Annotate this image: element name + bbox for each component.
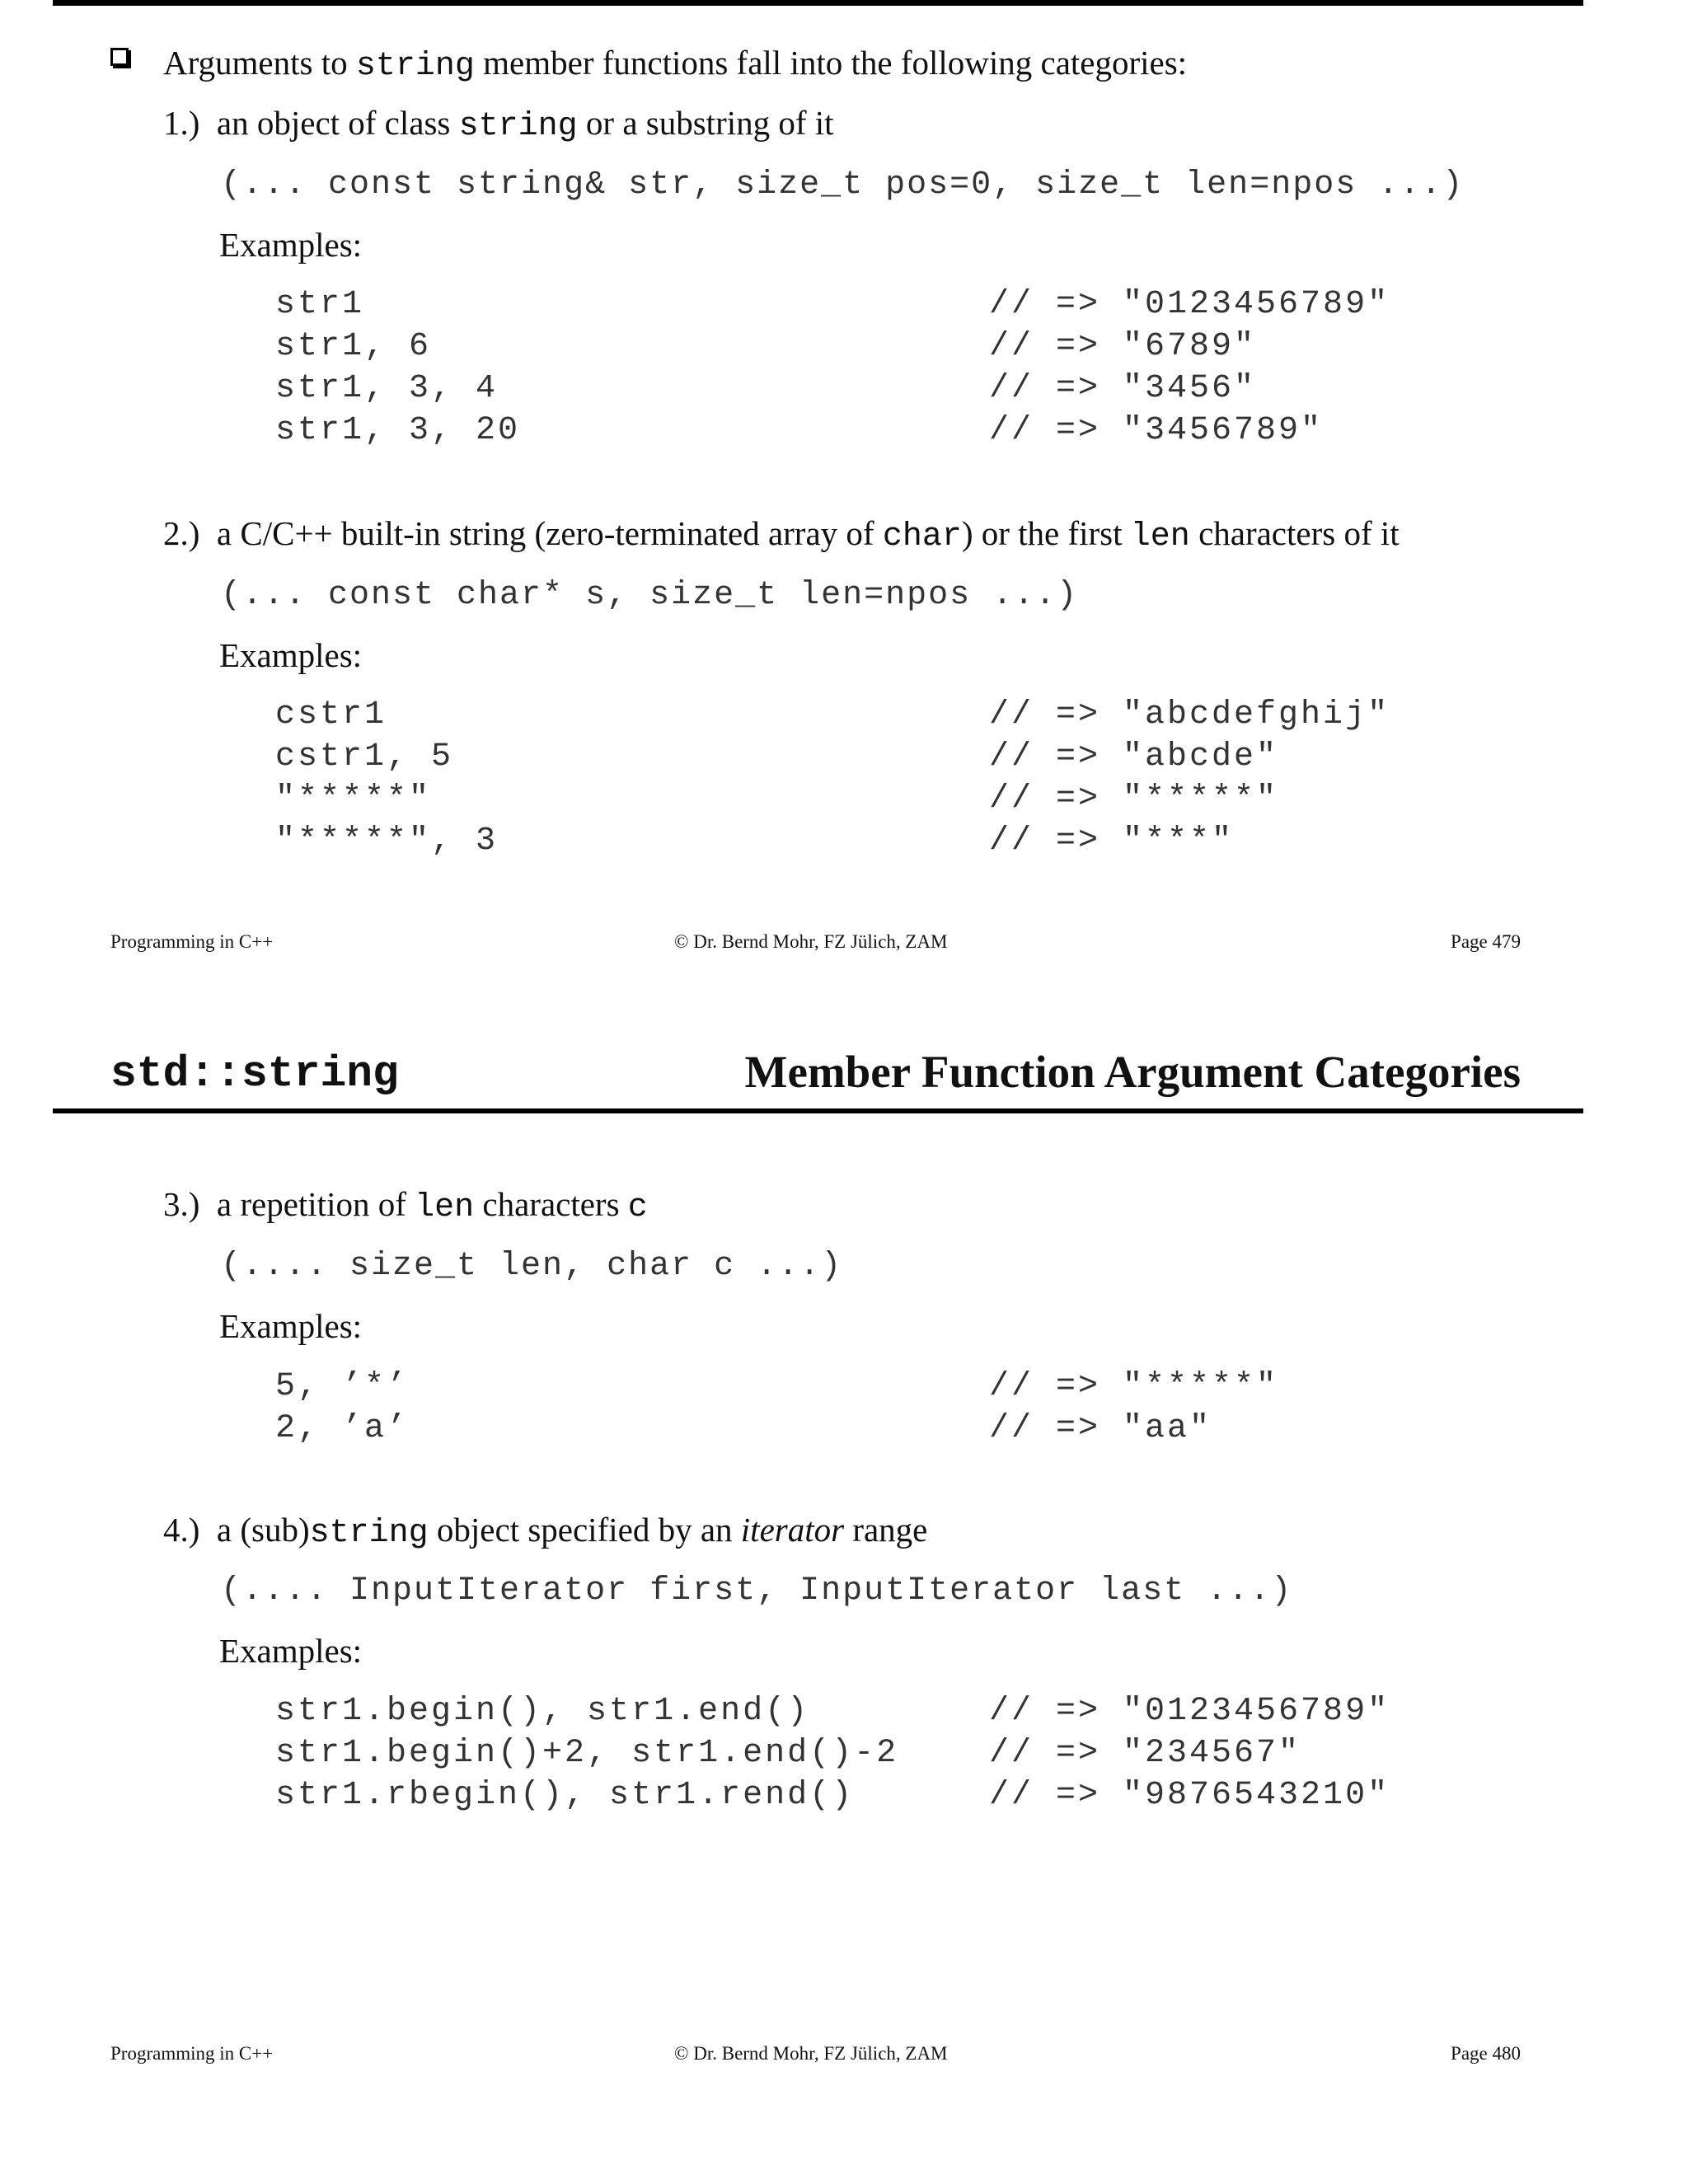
category-4-text: a (sub) [216,1511,310,1549]
example-result: // => "*****" [989,1368,1279,1405]
example-expression: cstr1, 5 [275,738,454,776]
category-1-text: an object of class [216,104,459,142]
example-expression: 5, ’*’ [275,1368,410,1405]
footer-page-number: Page 479 [1451,931,1521,952]
category-4-signature: (.... InputIterator first, InputIterator last ...) [221,1572,1293,1610]
page-title: Member Function Argument Categories [744,1047,1521,1097]
example-result: // => "*****" [989,780,1279,818]
category-2-heading [163,514,1400,555]
example-row [275,825,1470,867]
example-row [275,1410,1470,1455]
category-2-examples [275,696,1470,867]
example-result: // => "abcdefghij" [989,696,1390,733]
category-3-signature: (.... size_t len, char c ...) [221,1248,843,1285]
category-2-number: 2.) [163,514,200,552]
intro-text: Arguments to [163,44,356,82]
category-1-code: string [458,108,578,145]
category-1-examples-label: Examples: [219,226,363,264]
example-result: // => "9876543210" [989,1777,1390,1814]
category-1-signature: (... const string& str, size_t pos=0, size_t len=npos ...) [221,166,1465,204]
example-row [275,1695,1470,1737]
example-row [275,288,1470,330]
example-row [275,780,1470,825]
category-2-examples-label: Examples: [219,636,363,674]
category-2-code-len: len [1130,518,1190,555]
category-3-text-mid: characters [474,1185,628,1223]
example-expression: "*****" [275,780,432,818]
example-expression: str1.begin(), str1.end() [275,1693,810,1730]
example-result: // => "6789" [989,328,1257,365]
example-result: // => "0123456789" [989,1693,1390,1730]
example-expression: str1.rbegin(), str1.rend() [275,1777,855,1814]
category-4-examples-label: Examples: [219,1632,363,1670]
category-3-number: 3.) [163,1185,200,1223]
footer-course-title: Programming in C++ [110,2043,274,2064]
category-1-examples [275,288,1470,457]
example-result: // => "0123456789" [989,286,1390,323]
category-1-number: 1.) [163,104,200,142]
example-result: // => "234567" [989,1735,1301,1772]
example-result: // => "3456" [989,370,1257,407]
intro-code: string [355,48,475,85]
category-4-text-mid: object specified by an [428,1511,741,1549]
category-4-code: string [309,1515,429,1552]
category-1-heading [163,106,834,143]
category-3-heading [163,1185,648,1226]
example-result: // => "***" [989,823,1235,860]
footer-copyright: © Dr. Bernd Mohr, FZ Jülich, ZAM [674,931,948,952]
example-row [275,1368,1470,1413]
category-2-text-end: characters of it [1189,514,1400,552]
example-result: // => "abcde" [989,738,1279,776]
category-4-text-end: range [844,1511,928,1549]
page-title-class: std::string [110,1049,399,1099]
category-4-heading [163,1513,927,1550]
example-expression: "*****", 3 [275,823,499,860]
category-2-text-mid: ) or the first [961,514,1131,552]
intro-text-end: member functions fall into the following categories: [474,44,1188,82]
example-row [275,330,1470,373]
category-3-text: a repetition of [216,1185,415,1223]
intro-paragraph [163,46,1187,83]
footer-copyright: © Dr. Bernd Mohr, FZ Jülich, ZAM [674,2043,948,2064]
category-4-italic: iterator [740,1511,845,1549]
category-3-examples [275,1368,1470,1455]
example-expression: str1, 3, 20 [275,412,521,449]
example-row [275,696,1470,741]
example-row [275,370,1470,415]
example-result: // => "aa" [989,1410,1212,1447]
example-expression: str1.begin()+2, str1.end()-2 [275,1735,899,1772]
category-1-text-end: or a substring of it [577,104,834,142]
category-2-code-char: char [882,518,962,555]
example-expression: str1, 3, 4 [275,370,499,407]
checkbox-bullet-icon [110,48,129,66]
category-4-examples [275,1695,1470,1821]
category-2-signature: (... const char* s, size_t len=npos ...) [221,577,1079,614]
example-expression: cstr1 [275,696,387,733]
category-3-examples-label: Examples: [219,1307,363,1345]
top-rule [53,0,1583,6]
example-row [275,738,1470,783]
category-4-number: 4.) [163,1511,200,1549]
category-2-text: a C/C++ built-in string (zero-terminated array of [216,514,883,552]
example-row [275,1779,1470,1821]
example-expression: str1 [275,286,365,323]
footer-course-title: Programming in C++ [110,931,274,952]
example-row [275,1737,1470,1779]
example-expression: str1, 6 [275,328,432,365]
example-expression: 2, ’a’ [275,1410,410,1447]
example-row [275,412,1470,457]
category-3-code-c: c [627,1189,648,1226]
title-rule [53,1108,1583,1113]
category-3-code-len: len [415,1189,475,1226]
footer-page-number: Page 480 [1451,2043,1521,2064]
example-result: // => "3456789" [989,412,1324,449]
